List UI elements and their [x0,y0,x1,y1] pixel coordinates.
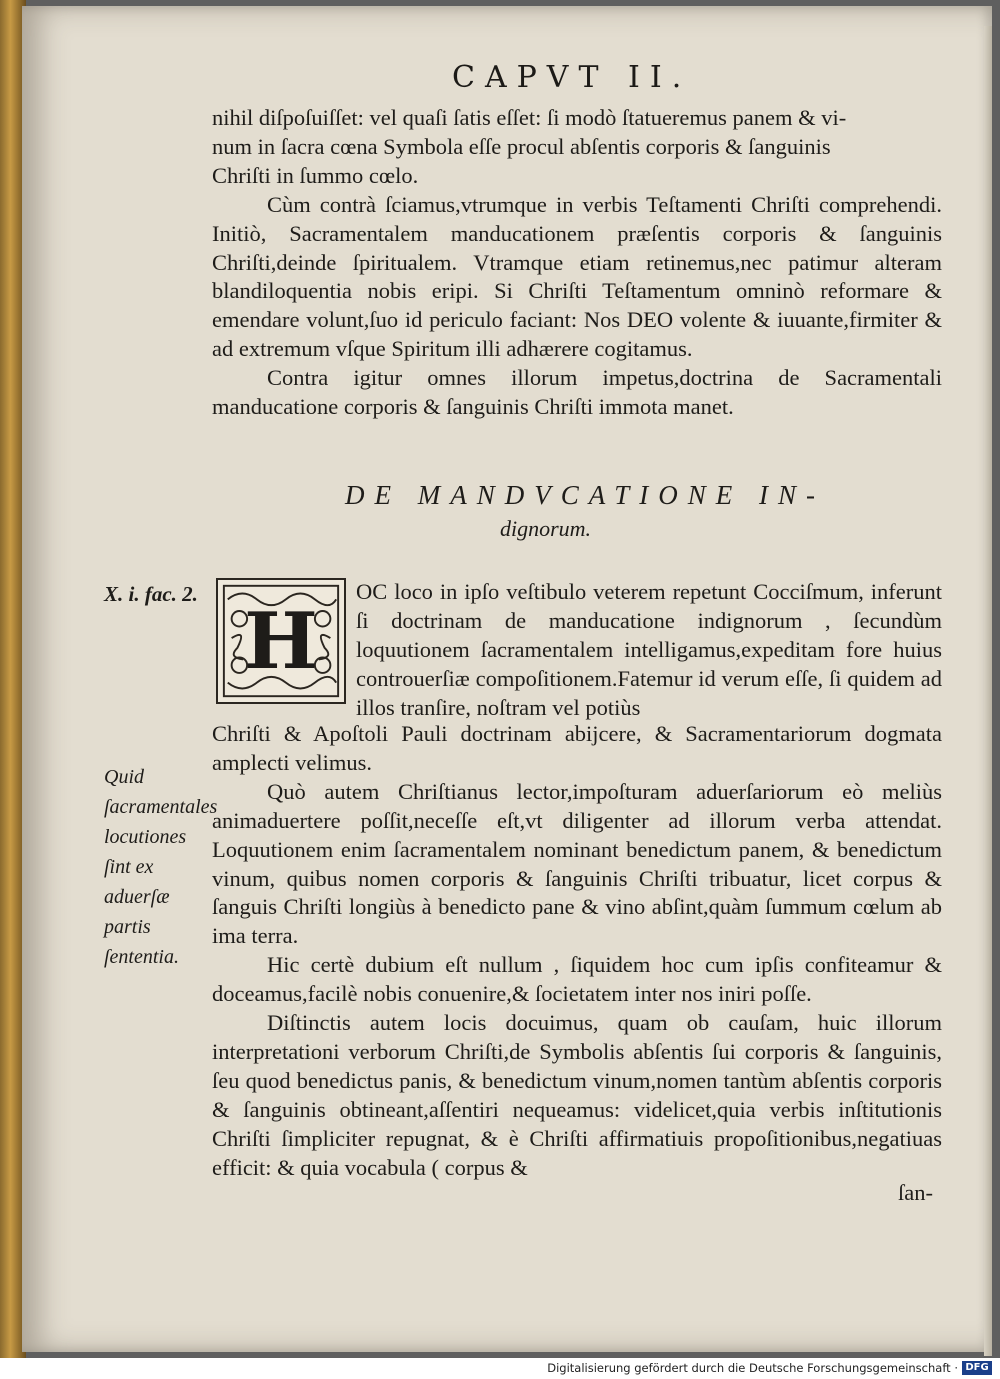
catchword: ſan- [898,1180,933,1205]
decorated-initial [216,578,346,704]
footer-credit: Digitalisierung gefördert durch die Deutsche Forschungsgemeinschaft · [547,1361,958,1375]
paragraph: Quò autem Chriſtianus lector,impoſturam aduerſariorum eò meliùs animaduertere poſſit,neceſſe eſt,vt diligenter ad illorum verba attendat. Loquutionem enim ſacramentalem nominant benedictum panem, & benedictum vinum, quibus nomen corporis & ſanguinis Chriſti tribuatur, licet corpus & ſanguis Chriſti longiùs à benedicto pane & vino abſint,quàm ſummum cœlum ab ima terra. [212,778,942,949]
dfg-logo-icon: DFG [962,1361,992,1375]
section-title-continuation: dignorum. [500,516,592,541]
initial-letter: H [244,595,318,687]
margin-reference: X. i. fac. 2. [104,582,198,606]
paragraph: Hic certè dubium eſt nullum , ſiquidem hoc cum ipſis confiteamur & doceamus,facilè nobis conuenire,& ſocietatem inter nos iniri poſſe. [212,952,942,1007]
paragraph: Contra igitur omnes illorum impetus,doctrina de Sacramentali manducatione corporis & ſanguinis Chriſti immota manet. [212,365,942,420]
opening-text [212,104,942,422]
page-fore-edge [984,26,992,1356]
paragraph: Cùm contrà ſciamus,vtrumque in verbis Teſtamenti Chriſti comprehendi. Initiò, Sacramentalem manducationem præſentis corporis & ſanguinis Chriſti,deinde ſpiritualem. Vtramque etiam retinemus,nec patimur alteram blandiloquentia nobis eripi. Si Chriſti Teſtamentum omninò reformare & emendare volunt,ſuo id periculo faciant: Nos DEO volente & iuuante,firmiter & ad extremum vſque Spiritum illi adhærere cogitamus. [212,191,942,362]
paragraph: Chriſti & Apoſtoli Pauli doctrinam abijcere, & Sacramentariorum dogmata amplecti velimus. [212,721,942,775]
footer-bar [0,1358,1000,1379]
paragraph: Diſtinctis autem locis docuimus, quam ob cauſam, huic illorum interpretationi verborum Chriſti,de Symbolis abſentis ſui corporis & ſanguinis, ſeu quod benedictus panis, & benedictum vinum,nomen tantùm abſentis corporis & ſanguinis obtineant,aſſentiri nequeamus: videlicet,quia verbis inſtitutionis Chriſti ſimpliciter repugnat, & è Chriſti affirmatiuis propoſitionibus,negatiuas efficit: & quia vocabula ( corpus & [212,1010,942,1180]
paragraph-with-initial: OC loco in ipſo veſtibulo veterem repetunt Cocciſmum, inferunt ſi doctrinam de manducatione indignorum , ſecundùm loquutionem ſacramentalem intelligamus,expeditam fore huius controuerſiæ compoſitionem.Fatemur id verum eſſe, ſi quidem ad illos tranſire, noſtram vel potiùs [356,579,942,720]
main-text [212,720,942,1183]
text-line: nihil diſpoſuiſſet: vel quaſi ſatis eſſet: ſi modò ſtatueremus panem & vi- [212,105,847,130]
running-head: CAPVT II. [452,60,692,95]
margin-note: Quid ſacramentales locutiones ſint ex aduerſæ partis ſententia. [104,766,218,968]
text-line: num in ſacra cœna Symbola eſſe procul abſentis corporis & ſanguinis [212,133,831,159]
text-line: Chriſti in ſummo cœlo. [212,162,419,188]
section-title: DE MANDVCATIONE IN- [345,480,825,510]
